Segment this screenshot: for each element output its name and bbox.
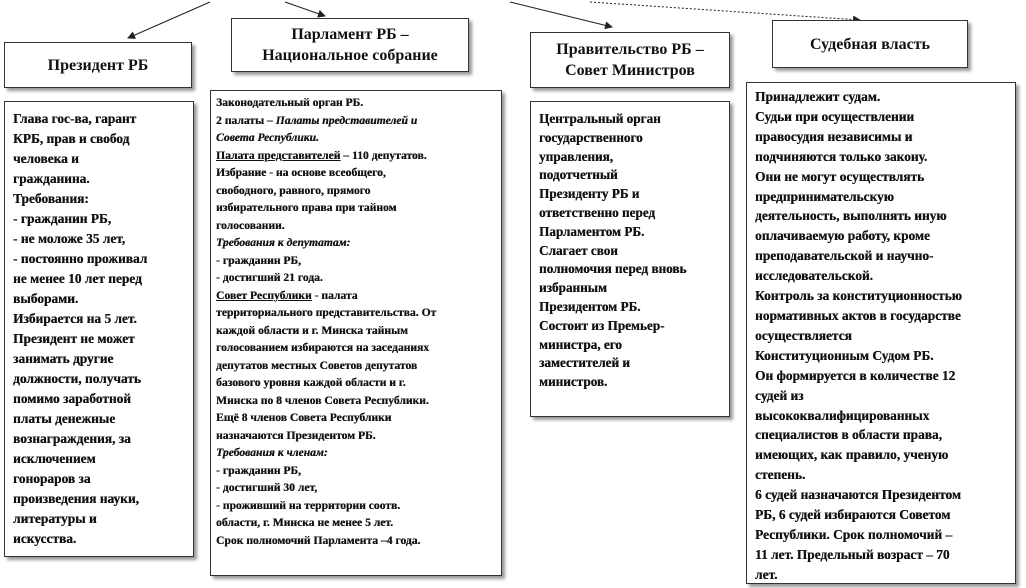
judicial-line: исследовательской. [755,268,873,284]
president-line: занимать другие [13,351,114,366]
judicial-title: Судебная власть [809,35,931,53]
judicial-line: лет. [755,566,778,582]
judicial-line: Он формируется в количестве 12 [755,367,956,383]
president-line: - постоянно проживал [13,251,148,266]
government-line: заместителей и [539,355,630,371]
parliament-line: Избрание - на основе всеобщего, [216,166,386,179]
judicial-header [772,20,968,68]
parliament-line: голосовании. [216,218,285,232]
parliament-title-line1: Парламент РБ – [291,26,409,43]
judicial-line: специалистов в области права, [755,427,942,443]
parliament-line: - проживший на территории соотв. [216,498,401,512]
parliament-line: области, г. Минска не менее 5 лет. [216,516,394,529]
judicial-line: высококвалифицированных [755,407,930,423]
president-line: КРБ, прав и свобод [13,131,130,146]
judicial-line: оплачиваемую работу, кроме [755,228,930,244]
judicial-line: подчиняются только закону. [755,148,928,164]
parliament-line: территориального представительства. От [216,306,437,319]
government-title-line2: Совет Министров [565,62,695,79]
parliament-line: - гражданин РБ, [216,463,301,477]
president-header [4,42,192,88]
arrow-to-government [510,2,612,27]
parliament-text [216,94,501,549]
president-line: Требования: [13,191,89,206]
parliament-line: Срок полномочий Парламента –4 года. [216,533,421,547]
government-box [530,101,730,417]
parliament-line: Минска по 8 членов Совета Республики. [216,393,429,407]
president-line: произведения науки, [13,491,139,506]
president-line: - не моложе 35 лет, [13,231,126,246]
president-line: гражданина. [13,171,90,186]
judicial-line: Судьи при осуществлении [755,108,915,124]
government-line: Центральный орган [539,111,661,126]
parliament-line: Ещё 8 членов Совета Республики [216,411,392,424]
government-line: полномочия перед вновь [539,261,687,277]
arrow-to-parliament [285,2,325,16]
judicial-text [755,87,1015,585]
parliament-line: Совета Республики. [216,131,319,144]
judicial-line: степень. [755,467,806,483]
president-title: Президент РБ [47,56,149,74]
judicial-box [746,82,1016,584]
parliament-line: свободного, равного, прямого [216,183,371,197]
government-header [530,32,730,88]
parliament-line: - достигший 30 лет, [216,481,318,494]
parliament-line: голосованием избираются на заседаниях [216,341,430,354]
president-line: исключением [13,451,96,466]
parliament-line: каждой области и г. Минска тайным [216,323,408,337]
judicial-line: правосудия независимы и [755,128,913,144]
judicial-line: нормативных актов в государстве [755,307,961,323]
president-box [4,101,194,557]
judicial-line: Они не могут осуществлять [755,168,925,184]
president-line: должности, получать [13,371,141,386]
president-line: не менее 10 лет перед [13,271,142,286]
parliament-line: назначаются Президентом РБ. [216,428,376,442]
president-line: - гражданин РБ, [13,211,112,226]
government-line: Состоит из Премьер- [539,317,665,333]
president-line: вознаграждения, за [13,431,131,446]
parliament-line: Палата представителей – 110 депутатов. [216,148,427,162]
judicial-line: Принадлежит судам. [755,89,881,104]
parliament-header [231,18,469,72]
judicial-line: судей из [755,387,804,403]
parliament-line: Совет Республики - палата [216,288,358,302]
government-line: государственного [539,129,643,145]
judicial-line: предпринимательскую [755,188,894,204]
government-line: управления, [539,148,613,164]
president-line: гонораров за [13,471,91,486]
parliament-line: - достигший 21 года. [216,271,323,284]
parliament-line: базового уровня каждой области и г. [216,376,406,389]
president-line: Глава гос-ва, гарант [13,111,137,126]
president-text [13,109,193,549]
government-line: Парламентом РБ. [539,223,645,239]
president-line: человека и [13,151,79,166]
government-line: Президентом РБ. [539,298,641,314]
parliament-line: 2 палаты – Палаты представителей и [216,113,418,127]
president-line: помимо заработной [13,391,131,406]
judicial-line: 6 судей назначаются Президентом [755,487,961,503]
government-line: министров. [539,374,608,390]
judicial-line: Контроль за конституционностью [755,288,962,304]
government-line: Президенту РБ и [539,186,640,202]
parliament-line: избирательного права при тайном [216,201,397,214]
president-line: искусства. [13,531,77,546]
judicial-line: имеющих, как правило, ученую [755,447,949,463]
government-line: Слагает свои [539,242,618,258]
government-line: министра, его [539,336,622,352]
judicial-line: деятельность, выполнять иную [755,208,947,224]
parliament-line: депутатов местных Советов депутатов [216,358,418,372]
judicial-line: РБ, 6 судей избираются Советом [755,507,951,523]
president-line: литературы и [13,511,97,526]
parliament-line: Требования к членам: [216,446,328,459]
parliament-title-line2: Национальное собрание [262,47,438,64]
government-line: подотчетный [539,167,618,183]
government-title-line1: Правительство РБ – [556,41,704,58]
president-line: Избирается на 5 лет. [13,311,137,326]
judicial-line: Конституционным Судом РБ. [755,347,934,363]
judicial-line: 11 лет. Предельный возраст – 70 [755,546,950,562]
judicial-line: осуществляется [755,327,852,343]
judicial-line: преподавательской и научно- [755,248,934,264]
arrow-to-judicial [590,2,860,20]
government-line: избранным [539,280,607,296]
parliament-line: - гражданин РБ, [216,253,301,267]
government-text [539,110,729,392]
president-line: выборами. [13,291,79,306]
parliament-line: Требования к депутатам: [216,236,351,249]
parliament-line: Законодательный орган РБ. [216,96,364,109]
president-line: Президент не может [13,331,135,346]
president-line: платы денежные [13,411,116,426]
government-line: ответственно перед [539,204,656,220]
arrow-to-president [128,2,210,38]
parliament-box [210,90,502,576]
judicial-line: Республики. Срок полномочий – [755,526,953,542]
